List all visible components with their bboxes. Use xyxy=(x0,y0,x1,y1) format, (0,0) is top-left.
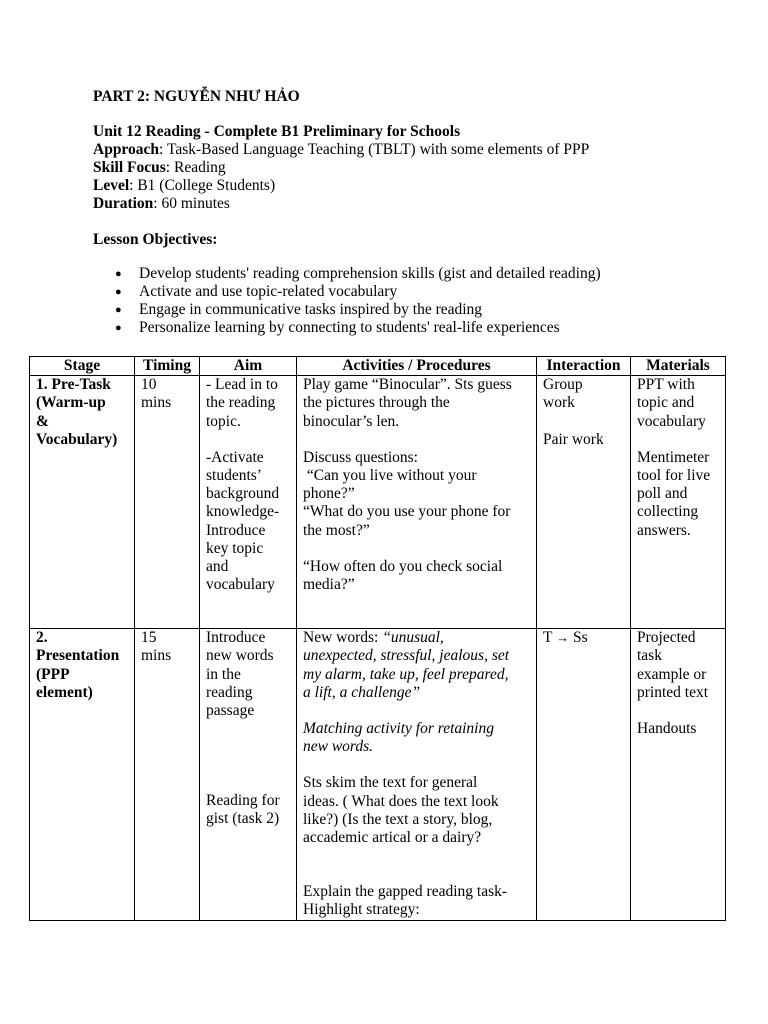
cell-stage: 2. Presentation (PPP element) xyxy=(30,629,135,921)
objectives-title: Lesson Objectives: xyxy=(93,231,218,248)
bullet-icon: ● xyxy=(115,286,122,298)
objective-item: ● Personalize learning by connecting to students' real-life experiences xyxy=(115,319,560,336)
cell-timing: 10 mins xyxy=(135,376,200,629)
cell-aim: - Lead in to the reading topic. -Activate students’ background knowledge- Introduce key topic and vocabulary xyxy=(200,376,297,629)
meta-skill-focus: Skill Focus: Reading xyxy=(93,159,226,176)
cell-interaction: T → Ss xyxy=(537,629,631,921)
cell-stage: 1. Pre-Task (Warm-up & Vocabulary) xyxy=(30,376,135,629)
table-row xyxy=(30,629,726,921)
bullet-icon: ● xyxy=(115,304,122,316)
cell-materials: PPT with topic and vocabulary Mentimeter tool for live poll and collecting answers. xyxy=(631,376,726,629)
header-materials: Materials xyxy=(631,357,726,376)
arrow-right-icon: → xyxy=(556,630,570,646)
cell-timing: 15 mins xyxy=(135,629,200,921)
header-aim: Aim xyxy=(200,357,297,376)
meta-duration: Duration: 60 minutes xyxy=(93,195,230,212)
cell-aim: Introduce new words in the reading passage Reading for gist (task 2) xyxy=(200,629,297,921)
table-row xyxy=(30,376,726,629)
header-stage: Stage xyxy=(30,357,135,376)
table-header-row xyxy=(30,357,726,376)
cell-activities: New words: “unusual, unexpected, stressful, jealous, set my alarm, take up, feel prepared, a lift, a challenge” Matching activity for retaining new words. Sts skim the text for general ideas. ( What does the text look like?) (Is the text a story, blog, accademic artical or a dairy? Explain the gapped reading task- Highlight strategy: xyxy=(297,629,537,921)
objective-item: ● Engage in communicative tasks inspired by the reading xyxy=(115,301,483,318)
bullet-icon: ● xyxy=(115,268,122,280)
objective-item: ● Develop students' reading comprehension skills (gist and detailed reading) xyxy=(115,265,601,282)
lesson-header xyxy=(93,123,589,213)
meta-level: Level: B1 (College Students) xyxy=(93,177,276,194)
header-activities: Activities / Procedures xyxy=(297,357,537,376)
objectives-list xyxy=(93,265,601,337)
part-title: PART 2: NGUYỄN NHƯ HẢO xyxy=(93,88,300,105)
cell-materials: Projected task example or printed text Handouts xyxy=(631,629,726,921)
cell-activities: Play game “Binocular”. Sts guess the pictures through the binocular’s len. Discuss questions: “Can you live without your phone?” “What do you use your phone for the most?” “How often do you check social media?” xyxy=(297,376,537,629)
lesson-plan-table xyxy=(29,356,726,921)
header-timing: Timing xyxy=(135,357,200,376)
header-interaction: Interaction xyxy=(537,357,631,376)
bullet-icon: ● xyxy=(115,322,122,334)
objective-item: ● Activate and use topic-related vocabulary xyxy=(115,283,398,300)
unit-title: Unit 12 Reading - Complete B1 Preliminary for Schools xyxy=(93,123,461,140)
meta-approach: Approach: Task-Based Language Teaching (TBLT) with some elements of PPP xyxy=(93,141,590,158)
cell-interaction: Group work Pair work xyxy=(537,376,631,629)
